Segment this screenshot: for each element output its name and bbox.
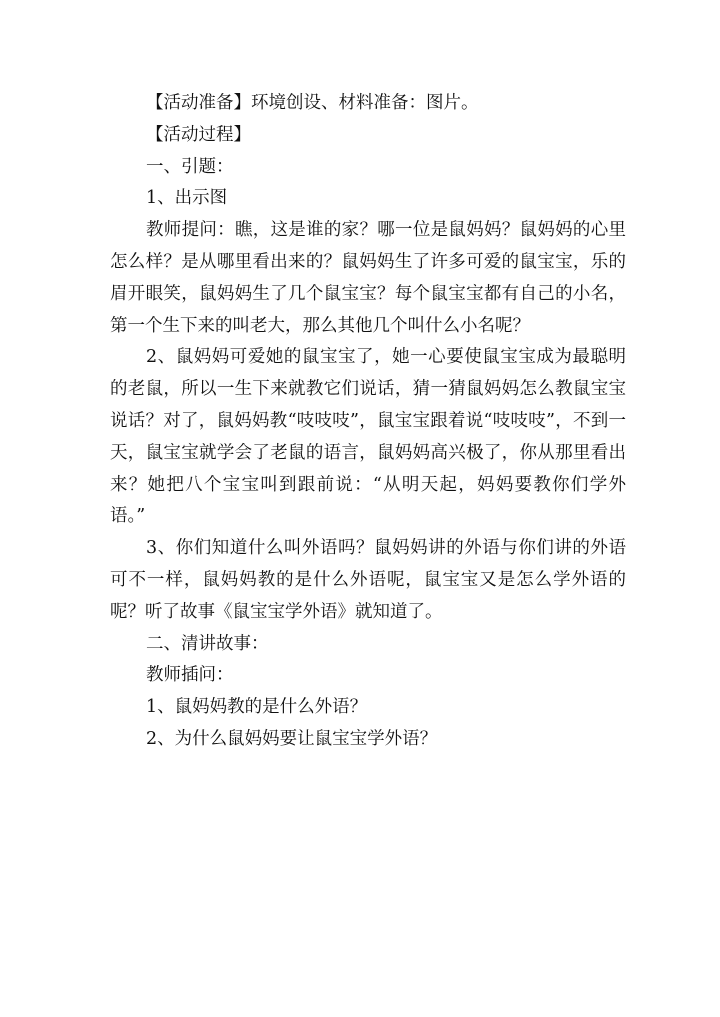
section-one-heading: 一、引题： (146, 156, 234, 177)
question-two: 2、为什么鼠妈妈要让鼠宝宝学外语？ (146, 728, 438, 749)
document-page (110, 88, 626, 756)
activity-preparation: 【活动准备】环境创设、材料准备：图片。 (146, 93, 479, 113)
section-two-heading: 二、清讲故事： (146, 633, 269, 654)
teacher-questions-paragraph: 教师提问：瞧，这是谁的家？哪一位是鼠妈妈？鼠妈妈的心里怎么样？是从哪里看出来的？鼠妈妈生了许多可爱的鼠宝宝，乐的眉开眼笑，鼠妈妈生了几个鼠宝宝？每个鼠宝宝都有自己的小名，第一个生下来的叫老大，那么其他几个叫什么小名呢？ (110, 220, 626, 336)
teacher-interjection-label: 教师插问： (146, 665, 234, 686)
step-two-paragraph: 2、鼠妈妈可爱她的鼠宝宝了，她一心要使鼠宝宝成为最聪明的老鼠，所以一生下来就教它们说话，猜一猜鼠妈妈怎么教鼠宝宝说话？对了，鼠妈妈教“吱吱吱”，鼠宝宝跟着说“吱吱吱”，不到一天，鼠宝宝就学会了老鼠的语言，鼠妈妈高兴极了，你从那里看出来？她把八个宝宝叫到跟前说：“从明天起，妈妈要教你们学外语。” (110, 347, 626, 527)
step-show-picture: 1、出示图 (146, 188, 228, 209)
question-one: 1、鼠妈妈教的是什么外语？ (146, 697, 368, 718)
step-three-paragraph: 3、你们知道什么叫外语吗？鼠妈妈讲的外语与你们讲的外语可不一样，鼠妈妈教的是什么外语呢，鼠宝宝又是怎么学外语的呢？听了故事《鼠宝宝学外语》就知道了。 (110, 538, 626, 622)
activity-process-heading: 【活动过程】 (146, 124, 251, 145)
